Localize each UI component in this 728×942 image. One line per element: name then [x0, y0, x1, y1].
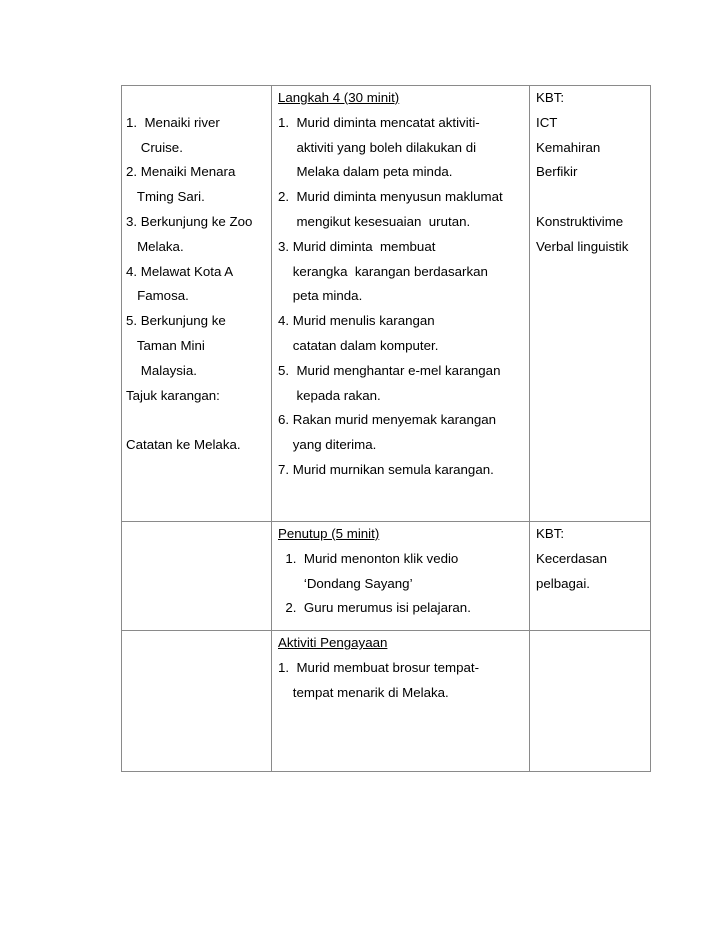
cell-line: mengikut kesesuaian urutan. [278, 213, 471, 229]
content-cell [122, 631, 272, 772]
cell-line: Konstruktivime [536, 213, 624, 229]
cell-line: Taman Mini [126, 337, 205, 353]
cell-line [536, 185, 650, 210]
content-cell [122, 86, 272, 522]
cell-line: Melaka. [126, 238, 184, 254]
cell-line: aktiviti yang boleh dilakukan di [278, 139, 477, 155]
step-heading: Aktiviti Pengayaan [278, 635, 388, 650]
cell-line: Tajuk karangan: [126, 387, 220, 403]
kbt-cell [530, 631, 651, 772]
cell-line: tempat menarik di Melaka. [278, 684, 449, 700]
cell-line [126, 86, 271, 111]
content-cell [122, 522, 272, 631]
cell-line: 4. Melawat Kota A [126, 263, 234, 279]
cell-line: 6. Rakan murid menyemak karangan [278, 412, 497, 428]
cell-line: 3. Murid diminta membuat [278, 238, 436, 254]
table-row [122, 522, 651, 631]
cell-line: KBT: [536, 526, 565, 541]
cell-line: 1. Murid diminta mencatat aktiviti- [278, 114, 480, 130]
kbt-cell [530, 522, 651, 631]
cell-line: 2. Murid diminta menyusun maklumat [278, 189, 503, 205]
cell-line: Verbal linguistik [536, 238, 629, 254]
cell-line: 4. Murid menulis karangan [278, 313, 435, 329]
cell-line: 2. Guru merumus isi pelajaran. [278, 600, 471, 616]
cell-line: 5. Murid menghantar e-mel karangan [278, 362, 501, 378]
cell-line: Famosa. [126, 288, 189, 304]
table-row [122, 86, 651, 522]
cell-line: pelbagai. [536, 575, 590, 591]
cell-line: kepada rakan. [278, 387, 381, 403]
cell-line: Catatan ke Melaka. [126, 437, 241, 453]
cell-line: ‘Dondang Sayang’ [278, 575, 413, 591]
activity-cell [272, 522, 530, 631]
cell-line: Malaysia. [126, 362, 197, 378]
cell-line: peta minda. [278, 288, 363, 304]
cell-line: kerangka karangan berdasarkan [278, 263, 488, 279]
cell-line [126, 408, 271, 433]
table-row [122, 631, 651, 772]
cell-line: Kemahiran [536, 139, 601, 155]
cell-line: yang diterima. [278, 437, 377, 453]
cell-line: 1. Murid menonton klik vedio [278, 550, 459, 566]
cell-line: Kecerdasan [536, 550, 607, 566]
step-heading: Penutup (5 minit) [278, 526, 380, 541]
lesson-plan-table [121, 85, 651, 772]
cell-line: Melaka dalam peta minda. [278, 164, 453, 180]
cell-line: Cruise. [126, 139, 183, 155]
activity-cell [272, 86, 530, 522]
cell-line: 2. Menaiki Menara [126, 164, 236, 180]
cell-line: KBT: [536, 90, 565, 105]
cell-line: ICT [536, 114, 558, 130]
cell-line: 5. Berkunjung ke [126, 313, 226, 329]
cell-line: Berfikir [536, 164, 578, 180]
kbt-cell [530, 86, 651, 522]
activity-cell [272, 631, 530, 772]
step-heading: Langkah 4 (30 minit) [278, 90, 400, 105]
cell-line: Tming Sari. [126, 189, 205, 205]
cell-line: 1. Murid membuat brosur tempat- [278, 659, 480, 675]
cell-line: 3. Berkunjung ke Zoo [126, 213, 253, 229]
cell-line: 7. Murid murnikan semula karangan. [278, 461, 494, 477]
cell-line: catatan dalam komputer. [278, 337, 439, 353]
cell-line: 1. Menaiki river [126, 114, 220, 130]
